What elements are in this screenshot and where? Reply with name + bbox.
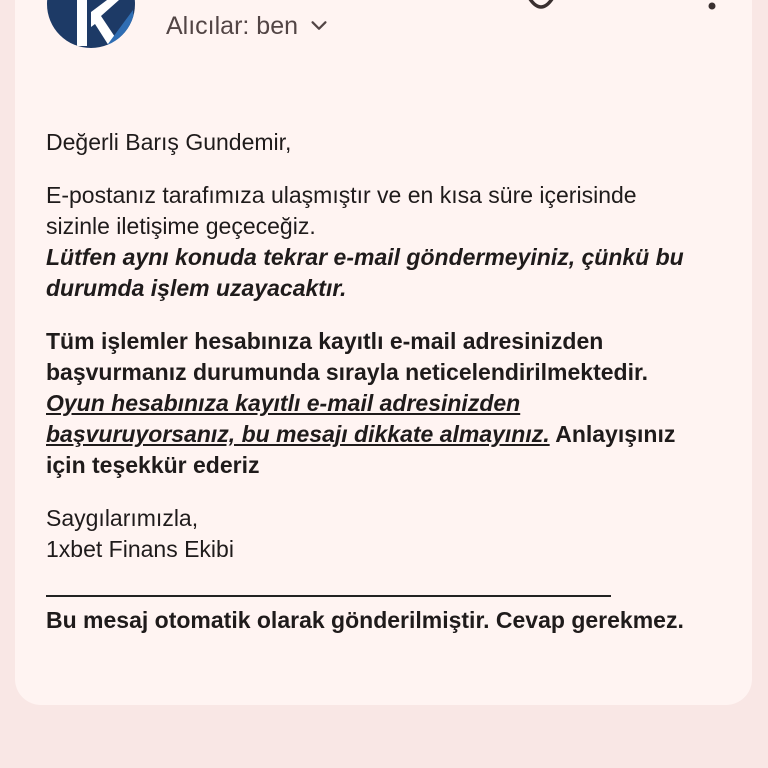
notice-underlined-1: Oyun hesabınıza kayıtlı e-mail adresinizden — [46, 390, 521, 416]
warning-line-1: Lütfen aynı konuda tekrar e-mail göndermeyiniz, çünkü bu — [46, 244, 684, 270]
ack-line-2: sizinle iletişime geçeceğiz. — [46, 213, 316, 239]
divider — [46, 595, 611, 597]
emoji-icon[interactable] — [518, 0, 564, 16]
signature-team: 1xbet Finans Ekibi — [46, 536, 234, 562]
signature-closing: Saygılarımızla, — [46, 505, 199, 531]
thanks-start: Anlayışınız — [555, 421, 676, 447]
ack-line-1: E-postanız tarafımıza ulaşmıştır ve en kısa süre içerisinde — [46, 182, 637, 208]
info-line-1: Tüm işlemler hesabınıza kayıtlı e-mail adresinizden — [46, 328, 604, 354]
paragraph-ack — [46, 180, 736, 304]
info-line-2: başvurmanız durumunda sırayla neticelendirilmektedir. — [46, 359, 649, 385]
greeting: Değerli Barış Gundemir, — [46, 129, 292, 155]
sender-avatar[interactable] — [47, 0, 135, 48]
warning-line-2: durumda işlem uzayacaktır. — [46, 275, 347, 301]
avatar-logo — [47, 0, 135, 48]
footer-note: Bu mesaj otomatik olarak gönderilmiştir. Cevap gerekmez. — [46, 607, 684, 633]
recipients-toggle[interactable] — [166, 10, 330, 42]
recipients-label: Alıcılar: ben — [166, 11, 299, 40]
paragraph-info — [46, 326, 736, 481]
thanks-end: için teşekkür ederiz — [46, 452, 260, 478]
notice-underlined-2: başvuruyorsanız, bu mesajı dikkate almayınız. — [46, 421, 550, 447]
signature — [46, 503, 736, 565]
more-icon[interactable] — [700, 0, 724, 16]
reply-icon[interactable] — [606, 0, 652, 12]
message-body — [46, 127, 736, 636]
chevron-down-icon — [308, 15, 330, 37]
